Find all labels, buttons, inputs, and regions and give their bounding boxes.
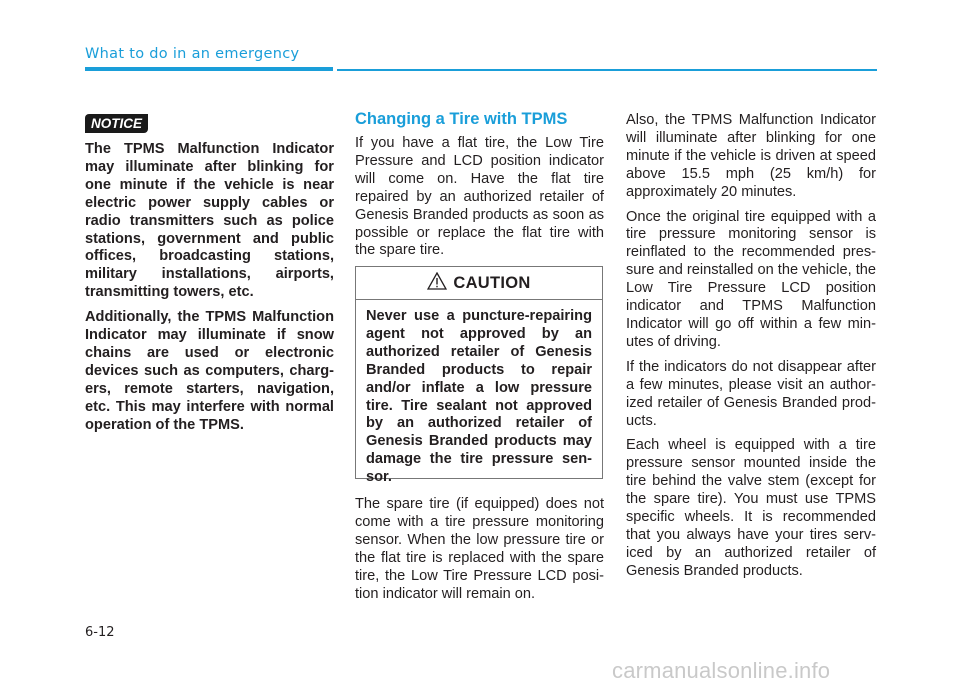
right-paragraph-1: Also, the TPMS Malfunction Indicator will illuminate after blinking for one minute if the vehicle is driven at speed above 15.5 mph (25 km/h) for approximately 20 minutes. <box>626 112 876 200</box>
warning-triangle-icon <box>427 272 453 295</box>
page-number: 6-12 <box>85 625 115 640</box>
caution-box <box>355 266 603 486</box>
watermark: carmanualsonline.info <box>612 658 831 683</box>
spare-tire-text: The spare tire (if equipped) does not come with a tire pressure monitoring sensor. When the low pressure tire or the flat tire is replaced with the spare tire, the Low Tire Pressure LCD posi-tion indicator will remain on. <box>355 496 604 602</box>
notice-text <box>85 141 334 442</box>
right-paragraph-2: Once the original tire equipped with a tire pressure monitoring sensor is reinflated to the recommended pres-sure and reinstalled on the vehicle, the Low Tire Pressure LCD position indicator and TPMS Malfunction Indicator will go off within a few min-utes of driving. <box>626 208 876 350</box>
notice-paragraph-2: Additionally, the TPMS Malfunction Indicator may illuminate if snow chains are used or electronic devices such as computers, charg-ers, remote starters, navigation, etc. This may interfere with normal operation of the TPMS. <box>85 309 334 433</box>
notice-badge: NOTICE <box>85 114 148 133</box>
header-rule-thin <box>337 69 877 71</box>
caution-header <box>356 267 602 300</box>
changing-tire-intro <box>355 135 604 267</box>
header-rule-thick <box>85 67 333 71</box>
section-title: What to do in an emergency <box>85 46 300 62</box>
right-column <box>626 112 876 588</box>
changing-tire-heading: Changing a Tire with TPMS <box>355 110 568 128</box>
right-paragraph-3: If the indicators do not disappear after a few minutes, please visit an author-ized retailer of Genesis Branded prod-ucts. <box>626 358 876 429</box>
changing-tire-intro-text: If you have a flat tire, the Low Tire Pressure and LCD position indicator will come on. Have the flat tire repaired by an authorized retailer of Genesis Branded products as soon as possible or replace the flat tire with the spare tire. <box>355 135 604 259</box>
caution-title: CAUTION <box>453 273 531 292</box>
caution-text: Never use a puncture-repairing agent not approved by an authorized retailer of Genesis Branded products to repair and/or inflate a low pressure tire. Tire sealant not approved by an authorized retailer of Genesis Branded products may damage the tire pressure sen-sor. <box>366 308 592 486</box>
notice-paragraph-1: The TPMS Malfunction Indicator may illuminate after blinking for one minute if the vehicle is near electric power supply cables or radio transmitters such as police stations, government and public offices, broadcasting stations, military installations, airports, transmitting towers, etc. <box>85 141 334 301</box>
right-paragraph-4: Each wheel is equipped with a tire pressure sensor mounted inside the tire behind the valve stem (except for the spare tire). You must use TPMS specific wheels. It is recommended that you always have your tires serv-iced by an authorized retailer of Genesis Branded products. <box>626 437 876 579</box>
